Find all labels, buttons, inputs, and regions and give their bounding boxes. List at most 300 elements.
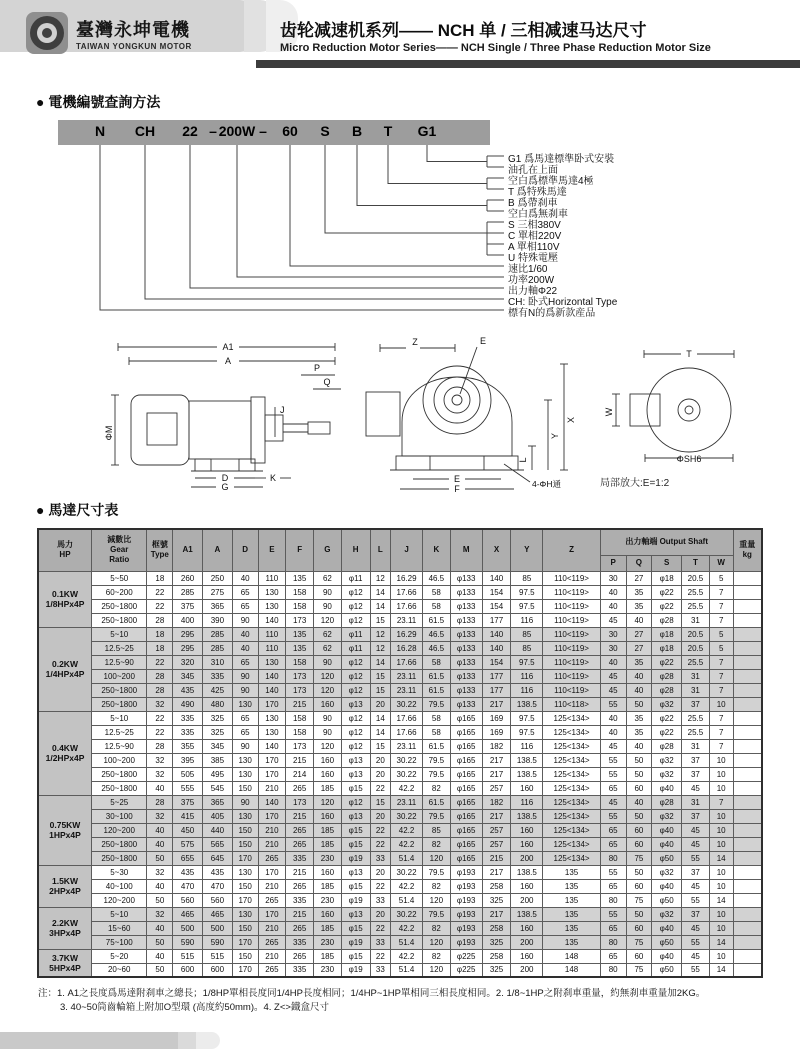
dim-cell: φ22 bbox=[652, 585, 682, 599]
dim-cell: 20 bbox=[370, 753, 391, 767]
dim-cell: 170 bbox=[258, 907, 286, 921]
dim-cell: 140 bbox=[258, 669, 286, 683]
dim-cell: φ28 bbox=[652, 739, 682, 753]
dim-cell: 160 bbox=[511, 879, 543, 893]
dim-cell: 79.5 bbox=[422, 809, 450, 823]
dim-cell: 138.5 bbox=[511, 865, 543, 879]
code-meaning-label: 功率200W bbox=[508, 275, 555, 286]
dim-cell: 79.5 bbox=[422, 907, 450, 921]
dim-cell: 30 bbox=[600, 571, 626, 585]
dim-cell: 30~100 bbox=[91, 809, 147, 823]
dim-cell: 51.4 bbox=[391, 851, 423, 865]
dim-cell: 7 bbox=[709, 795, 733, 809]
dim-cell: 110<119> bbox=[543, 599, 601, 613]
dim-cell: 335 bbox=[286, 851, 314, 865]
dim-cell: 45 bbox=[600, 795, 626, 809]
dim-cell: 230 bbox=[314, 935, 342, 949]
dim-cell: φ133 bbox=[450, 697, 482, 711]
dim-cell: 170 bbox=[258, 753, 286, 767]
col-header-letter: X bbox=[482, 529, 511, 571]
dim-cell: 65 bbox=[600, 837, 626, 851]
dim-cell: 120 bbox=[314, 669, 342, 683]
dim-cell: 20.5 bbox=[682, 627, 710, 641]
dim-cell: 182 bbox=[482, 795, 511, 809]
dim-cell: 250~1800 bbox=[91, 697, 147, 711]
dim-cell: φ12 bbox=[341, 795, 370, 809]
dim-cell: 230 bbox=[314, 963, 342, 977]
dim-cell: φ12 bbox=[341, 669, 370, 683]
weight-cell bbox=[733, 627, 762, 641]
dim-cell: 30.22 bbox=[391, 753, 423, 767]
dim-cell: 215 bbox=[286, 865, 314, 879]
dim-cell: 40 bbox=[626, 795, 652, 809]
dim-cell: 135 bbox=[286, 627, 314, 641]
dim-cell: φ165 bbox=[450, 753, 482, 767]
dim-cell: 335 bbox=[286, 963, 314, 977]
dim-cell: 257 bbox=[482, 823, 511, 837]
dim-cell: 130 bbox=[232, 907, 258, 921]
dim-cell: 217 bbox=[482, 753, 511, 767]
dim-cell: 495 bbox=[203, 767, 233, 781]
dim-cell: 130 bbox=[258, 599, 286, 613]
dim-cell: 35 bbox=[626, 711, 652, 725]
dim-cell: 116 bbox=[511, 669, 543, 683]
dim-cell: 30.22 bbox=[391, 809, 423, 823]
dim-cell: φ13 bbox=[341, 697, 370, 711]
hp-group-cell: 0.1KW 1/8HPx4P bbox=[38, 571, 91, 627]
dim-cell: 170 bbox=[258, 767, 286, 781]
code-meaning-label: A 單相110V bbox=[508, 242, 560, 253]
dim-cell: 217 bbox=[482, 767, 511, 781]
table-row bbox=[38, 669, 762, 683]
hp-group-cell: 0.4KW 1/2HPx4P bbox=[38, 711, 91, 795]
dim-cell: φ165 bbox=[450, 851, 482, 865]
dim-cell: 79.5 bbox=[422, 697, 450, 711]
model-code-diagram bbox=[0, 114, 800, 326]
dim-cell: 210 bbox=[258, 837, 286, 851]
code-meaning-label: 速比1/60 bbox=[508, 264, 548, 275]
code-meaning-label: 空白爲標準馬達4極 bbox=[508, 176, 594, 187]
table-row bbox=[38, 893, 762, 907]
dim-cell: φ32 bbox=[652, 697, 682, 711]
dim-cell: 170 bbox=[258, 865, 286, 879]
code-meaning-label: C 單相220V bbox=[508, 231, 562, 242]
dim-cell: 46.5 bbox=[422, 627, 450, 641]
dim-cell: φ133 bbox=[450, 599, 482, 613]
dim-cell: 415 bbox=[173, 809, 203, 823]
dim-cell: 250 bbox=[203, 571, 233, 585]
svg-text:Z: Z bbox=[412, 337, 418, 347]
dim-cell: 45 bbox=[682, 781, 710, 795]
code-segment: 200W bbox=[218, 123, 256, 139]
dim-cell: 22 bbox=[147, 725, 173, 739]
shaft-detail-drawing bbox=[592, 342, 767, 479]
dim-cell: 182 bbox=[482, 739, 511, 753]
dim-cell: 440 bbox=[203, 823, 233, 837]
dim-cell: φ11 bbox=[341, 641, 370, 655]
dim-cell: 138.5 bbox=[511, 753, 543, 767]
dim-cell: 265 bbox=[286, 837, 314, 851]
dim-cell: 120 bbox=[422, 963, 450, 977]
dim-cell: 28 bbox=[147, 739, 173, 753]
dim-cell: 60 bbox=[626, 879, 652, 893]
dim-cell: 82 bbox=[422, 949, 450, 963]
detail-scale-caption: 局部放大:E=1:2 bbox=[600, 478, 670, 489]
dim-cell: 600 bbox=[203, 963, 233, 977]
dim-cell: 215 bbox=[286, 907, 314, 921]
dim-cell: 75 bbox=[626, 851, 652, 865]
table-row bbox=[38, 865, 762, 879]
dim-cell: 97.5 bbox=[511, 655, 543, 669]
dim-cell: 65 bbox=[232, 725, 258, 739]
weight-cell bbox=[733, 963, 762, 977]
dim-cell: 185 bbox=[314, 823, 342, 837]
dim-cell: 100~200 bbox=[91, 669, 147, 683]
table-row bbox=[38, 823, 762, 837]
svg-text:E: E bbox=[453, 474, 461, 484]
dim-cell: 10 bbox=[709, 809, 733, 823]
dim-cell: 210 bbox=[258, 879, 286, 893]
table-row bbox=[38, 935, 762, 949]
dim-cell: 170 bbox=[232, 935, 258, 949]
table-row bbox=[38, 585, 762, 599]
dim-cell: 160 bbox=[511, 823, 543, 837]
dim-cell: 465 bbox=[173, 907, 203, 921]
dim-cell: 46.5 bbox=[422, 641, 450, 655]
dim-cell: φ133 bbox=[450, 641, 482, 655]
dim-cell: 58 bbox=[422, 655, 450, 669]
dim-cell: 575 bbox=[173, 837, 203, 851]
dim-cell: 130 bbox=[258, 711, 286, 725]
table-row bbox=[38, 753, 762, 767]
dim-cell: 160 bbox=[314, 907, 342, 921]
dim-cell: 97.5 bbox=[511, 711, 543, 725]
dim-cell: 60 bbox=[626, 781, 652, 795]
col-header-letter: K bbox=[422, 529, 450, 571]
dim-cell: 80 bbox=[600, 935, 626, 949]
dim-cell: 125<134> bbox=[543, 725, 601, 739]
dim-cell: 335 bbox=[203, 669, 233, 683]
dim-cell: 110<119> bbox=[543, 655, 601, 669]
hp-group-cell: 0.75KW 1HPx4P bbox=[38, 795, 91, 865]
dim-cell: 435 bbox=[203, 865, 233, 879]
table-row bbox=[38, 907, 762, 921]
dim-cell: 5~50 bbox=[91, 571, 147, 585]
code-connector-lines bbox=[0, 114, 800, 326]
dim-cell: φ11 bbox=[341, 571, 370, 585]
dim-cell: 27 bbox=[626, 627, 652, 641]
dim-cell: 55 bbox=[600, 767, 626, 781]
dim-cell: 135 bbox=[543, 865, 601, 879]
dim-cell: 120~200 bbox=[91, 823, 147, 837]
col-header-shaft-letter: T bbox=[682, 555, 710, 571]
dim-cell: 7 bbox=[709, 655, 733, 669]
dim-cell: 62 bbox=[314, 641, 342, 655]
dim-cell: 5~10 bbox=[91, 907, 147, 921]
dim-cell: 30.22 bbox=[391, 767, 423, 781]
dim-cell: 62 bbox=[314, 571, 342, 585]
code-segment: CH bbox=[134, 123, 156, 139]
col-header-letter: A bbox=[203, 529, 233, 571]
dim-cell: 500 bbox=[203, 921, 233, 935]
dim-cell: 100~200 bbox=[91, 753, 147, 767]
dim-cell: φ32 bbox=[652, 907, 682, 921]
dim-cell: 135 bbox=[543, 935, 601, 949]
company-logo bbox=[26, 12, 192, 54]
dim-cell: 173 bbox=[286, 739, 314, 753]
dim-cell: 150 bbox=[232, 949, 258, 963]
weight-cell bbox=[733, 879, 762, 893]
dim-cell: φ19 bbox=[341, 851, 370, 865]
dim-cell: 138.5 bbox=[511, 697, 543, 711]
table-row bbox=[38, 641, 762, 655]
weight-cell bbox=[733, 697, 762, 711]
dim-cell: 20.5 bbox=[682, 571, 710, 585]
table-row bbox=[38, 781, 762, 795]
dim-cell: 40 bbox=[232, 641, 258, 655]
dim-cell: 215 bbox=[286, 753, 314, 767]
dim-cell: 45 bbox=[682, 823, 710, 837]
dim-cell: 40 bbox=[600, 585, 626, 599]
weight-cell bbox=[733, 809, 762, 823]
dim-cell: 90 bbox=[314, 585, 342, 599]
dim-cell: φ22 bbox=[652, 655, 682, 669]
dim-cell: 160 bbox=[314, 767, 342, 781]
dim-cell: 85 bbox=[511, 641, 543, 655]
dim-cell: 285 bbox=[173, 585, 203, 599]
table-row bbox=[38, 809, 762, 823]
dim-cell: 31 bbox=[682, 795, 710, 809]
dim-cell: 265 bbox=[286, 781, 314, 795]
dim-cell: 90 bbox=[314, 655, 342, 669]
dim-cell: φ12 bbox=[341, 739, 370, 753]
dim-cell: 470 bbox=[173, 879, 203, 893]
weight-cell bbox=[733, 711, 762, 725]
table-row bbox=[38, 613, 762, 627]
dim-cell: φ193 bbox=[450, 865, 482, 879]
dim-cell: 60 bbox=[626, 949, 652, 963]
code-segment: B bbox=[351, 123, 363, 139]
dim-cell: φ225 bbox=[450, 949, 482, 963]
dim-cell: φ15 bbox=[341, 921, 370, 935]
dim-cell: 97.5 bbox=[511, 599, 543, 613]
dim-cell: 58 bbox=[422, 585, 450, 599]
dim-cell: 20.5 bbox=[682, 641, 710, 655]
dim-cell: 160 bbox=[314, 753, 342, 767]
dim-cell: 14 bbox=[709, 893, 733, 907]
dim-cell: φ28 bbox=[652, 613, 682, 627]
dim-cell: 82 bbox=[422, 879, 450, 893]
logo-company-name-cn: 臺灣永坤電機 bbox=[76, 19, 190, 40]
col-header-output-shaft: 出力軸端 Output Shaft bbox=[600, 529, 733, 555]
dim-cell: φ32 bbox=[652, 753, 682, 767]
dim-cell: 42.2 bbox=[391, 781, 423, 795]
dim-cell: 55 bbox=[600, 697, 626, 711]
dim-cell: 169 bbox=[482, 711, 511, 725]
dim-cell: 42.2 bbox=[391, 837, 423, 851]
dim-cell: 55 bbox=[682, 935, 710, 949]
dim-cell: 110<119> bbox=[543, 683, 601, 697]
dim-cell: φ12 bbox=[341, 613, 370, 627]
table-row bbox=[38, 571, 762, 585]
dim-cell: 15 bbox=[370, 613, 391, 627]
weight-cell bbox=[733, 599, 762, 613]
dim-cell: 120 bbox=[314, 683, 342, 697]
dim-cell: φ40 bbox=[652, 837, 682, 851]
dim-cell: 325 bbox=[482, 935, 511, 949]
code-meaning-label: G1 爲馬達標準卧式安裝 bbox=[508, 154, 615, 165]
dim-cell: 45 bbox=[600, 683, 626, 697]
dim-cell: 5 bbox=[709, 571, 733, 585]
table-row bbox=[38, 949, 762, 963]
weight-cell bbox=[733, 781, 762, 795]
dim-cell: 7 bbox=[709, 711, 733, 725]
dim-cell: 185 bbox=[314, 837, 342, 851]
dim-cell: 390 bbox=[203, 613, 233, 627]
table-row bbox=[38, 851, 762, 865]
dim-cell: 515 bbox=[203, 949, 233, 963]
dim-cell: φ133 bbox=[450, 655, 482, 669]
dim-cell: 37 bbox=[682, 697, 710, 711]
dim-cell: φ165 bbox=[450, 739, 482, 753]
dim-cell: 37 bbox=[682, 907, 710, 921]
weight-cell bbox=[733, 823, 762, 837]
dim-cell: 65 bbox=[232, 711, 258, 725]
dim-cell: 230 bbox=[314, 851, 342, 865]
dim-cell: 148 bbox=[543, 949, 601, 963]
dim-cell: 97.5 bbox=[511, 585, 543, 599]
dim-cell: 23.11 bbox=[391, 669, 423, 683]
dim-cell: 130 bbox=[258, 655, 286, 669]
dim-cell: 51.4 bbox=[391, 963, 423, 977]
dim-cell: 85 bbox=[511, 627, 543, 641]
dim-cell: 10 bbox=[709, 753, 733, 767]
dim-cell: 545 bbox=[203, 781, 233, 795]
header-dark-bar bbox=[256, 60, 800, 68]
dim-cell: 250~1800 bbox=[91, 851, 147, 865]
dim-cell: φ12 bbox=[341, 725, 370, 739]
dim-cell: 10 bbox=[709, 837, 733, 851]
dim-cell: 62 bbox=[314, 627, 342, 641]
dim-cell: 335 bbox=[173, 725, 203, 739]
dim-cell: 60 bbox=[626, 823, 652, 837]
code-meaning-label: 標有N的爲新款産品 bbox=[508, 308, 596, 319]
weight-cell bbox=[733, 949, 762, 963]
dim-cell: 55 bbox=[600, 865, 626, 879]
dim-cell: 30.22 bbox=[391, 907, 423, 921]
dim-cell: 15 bbox=[370, 739, 391, 753]
dim-cell: 217 bbox=[482, 907, 511, 921]
dim-cell: 27 bbox=[626, 641, 652, 655]
dim-cell: φ11 bbox=[341, 627, 370, 641]
weight-cell bbox=[733, 837, 762, 851]
dim-cell: φ15 bbox=[341, 781, 370, 795]
table-row bbox=[38, 683, 762, 697]
dim-cell: 138.5 bbox=[511, 809, 543, 823]
dim-cell: φ40 bbox=[652, 879, 682, 893]
dim-cell: φ165 bbox=[450, 823, 482, 837]
dim-cell: 177 bbox=[482, 613, 511, 627]
dim-cell: 215 bbox=[286, 809, 314, 823]
dim-cell: 258 bbox=[482, 879, 511, 893]
dim-cell: φ32 bbox=[652, 767, 682, 781]
dim-cell: 173 bbox=[286, 669, 314, 683]
table-row bbox=[38, 963, 762, 977]
dim-cell: 50 bbox=[626, 697, 652, 711]
dim-cell: 22 bbox=[370, 823, 391, 837]
dim-cell: 250~1800 bbox=[91, 767, 147, 781]
col-header-letter: M bbox=[450, 529, 482, 571]
dim-cell: 16.29 bbox=[391, 571, 423, 585]
dim-cell: 25.5 bbox=[682, 599, 710, 613]
dim-cell: 14 bbox=[370, 725, 391, 739]
dim-cell: 200 bbox=[511, 935, 543, 949]
dim-cell: 565 bbox=[203, 837, 233, 851]
weight-cell bbox=[733, 655, 762, 669]
dim-cell: 32 bbox=[147, 907, 173, 921]
dim-cell: 116 bbox=[511, 739, 543, 753]
dim-cell: 125<134> bbox=[543, 711, 601, 725]
weight-cell bbox=[733, 851, 762, 865]
dim-cell: 260 bbox=[173, 571, 203, 585]
table-row bbox=[38, 767, 762, 781]
dim-cell: 40 bbox=[626, 683, 652, 697]
dim-cell: 50 bbox=[147, 893, 173, 907]
svg-text:G: G bbox=[221, 482, 229, 492]
dim-cell: φ22 bbox=[652, 599, 682, 613]
dim-cell: 140 bbox=[258, 795, 286, 809]
dim-cell: φ12 bbox=[341, 711, 370, 725]
dim-cell: 18 bbox=[147, 641, 173, 655]
dim-cell: 15 bbox=[370, 683, 391, 697]
dim-cell: 130 bbox=[232, 865, 258, 879]
dim-cell: 22 bbox=[147, 585, 173, 599]
dim-cell: 170 bbox=[258, 809, 286, 823]
dim-cell: 120 bbox=[422, 851, 450, 865]
weight-cell bbox=[733, 865, 762, 879]
dim-cell: 17.66 bbox=[391, 599, 423, 613]
weight-cell bbox=[733, 571, 762, 585]
dim-cell: 110 bbox=[258, 571, 286, 585]
svg-text:ΦM: ΦM bbox=[104, 425, 114, 441]
weight-cell bbox=[733, 753, 762, 767]
dim-cell: 45 bbox=[600, 669, 626, 683]
dim-cell: 82 bbox=[422, 921, 450, 935]
dim-cell: 265 bbox=[258, 851, 286, 865]
dim-cell: 10 bbox=[709, 823, 733, 837]
dim-cell: 40 bbox=[626, 739, 652, 753]
svg-text:K: K bbox=[269, 473, 277, 483]
dim-cell: 173 bbox=[286, 795, 314, 809]
dim-cell: 110<119> bbox=[543, 613, 601, 627]
dim-cell: 7 bbox=[709, 613, 733, 627]
dim-cell: 125<134> bbox=[543, 823, 601, 837]
dim-cell: 110<119> bbox=[543, 669, 601, 683]
dim-cell: 160 bbox=[314, 697, 342, 711]
dim-cell: 7 bbox=[709, 683, 733, 697]
dim-cell: 15 bbox=[370, 795, 391, 809]
dim-cell: 82 bbox=[422, 781, 450, 795]
dim-cell: φ165 bbox=[450, 837, 482, 851]
dim-cell: 120 bbox=[314, 739, 342, 753]
dim-cell: 50 bbox=[626, 753, 652, 767]
dim-cell: 50 bbox=[147, 963, 173, 977]
dim-cell: 130 bbox=[232, 753, 258, 767]
dim-cell: 37 bbox=[682, 767, 710, 781]
dim-cell: 65 bbox=[600, 921, 626, 935]
weight-cell bbox=[733, 907, 762, 921]
dim-cell: 45 bbox=[682, 949, 710, 963]
